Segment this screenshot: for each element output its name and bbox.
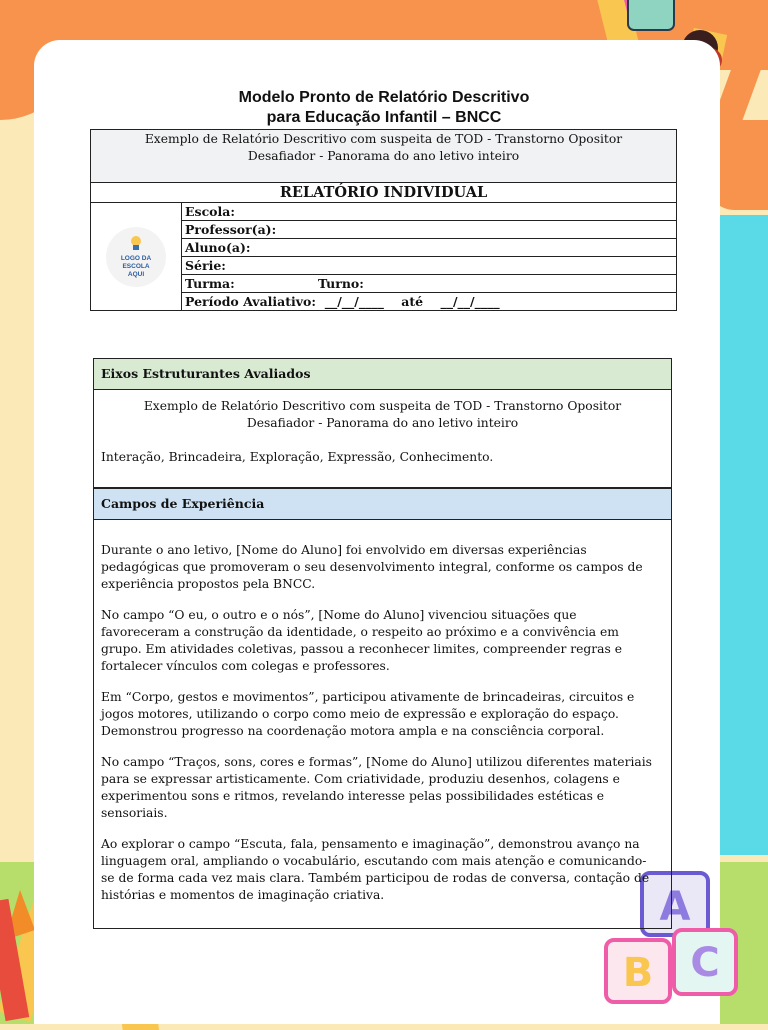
page-title-line2: para Educação Infantil – BNCC [266, 109, 502, 126]
campos-paragraph-2: No campo “O eu, o outro e o nós”, [Nome do Aluno] vivenciou situações que favoreceram a construção da identidade, o respeito ao próximo e a convivência em grupo. Em atividades coletivas, passou a reconhecer limites, compreender regras e fortalecer vínculos com colegas e professores. [101, 608, 622, 673]
intro-line1: Exemplo de Relatório Descritivo com suspeita de TOD - Transtorno Opositor [144, 132, 623, 146]
school-logo [106, 227, 166, 287]
field-periodo: Período Avaliativo: __/__/____ até __/__/____ [185, 294, 500, 309]
eixos-body [93, 389, 672, 489]
field-escola: Escola: [181, 203, 676, 221]
intro-line2: Desafiador - Panorama do ano letivo inteiro [247, 149, 520, 163]
report-heading-box [90, 182, 677, 203]
intro-box [90, 129, 677, 183]
campos-paragraph-4: No campo “Traços, sons, cores e formas”, [Nome do Aluno] utilizou diferentes materiais para se expressar artisticamente. Com criatividade, produziu desenhos, colagens e experimentou sons e ritmos, revelando interesse pelas possibilidades estéticas e sensoriais. [101, 755, 652, 820]
eixos-heading: Eixos Estruturantes Avaliados [101, 366, 311, 381]
block-a-letter: A [659, 884, 691, 930]
block-c-letter: C [690, 940, 720, 986]
report-heading: RELATÓRIO INDIVIDUAL [279, 184, 488, 201]
eixos-line1: Exemplo de Relatório Descritivo com suspeita de TOD - Transtorno Opositor [143, 399, 622, 413]
eixos-line2: Desafiador - Panorama do ano letivo inteiro [246, 416, 519, 430]
eixos-list: Interação, Brincadeira, Exploração, Expressão, Conhecimento. [101, 450, 494, 464]
lightbulb-icon [129, 235, 143, 251]
campos-paragraph-1: Durante o ano letivo, [Nome do Aluno] foi envolvido em diversas experiências pedagógicas que promoveram o seu desenvolvimento integral, conforme os campos de experiência propostos pela BNCC. [101, 543, 643, 591]
logo-text: LOGO DA ESCOLA AQUI [120, 255, 152, 278]
field-professor: Professor(a): [181, 221, 676, 239]
field-turma-turno [181, 275, 676, 293]
campos-body [93, 519, 672, 929]
campos-heading: Campos de Experiência [101, 496, 265, 511]
field-turno: Turno: [318, 276, 364, 291]
eixos-header [93, 358, 672, 390]
campos-paragraph-5: Ao explorar o campo “Escuta, fala, pensamento e imaginação”, demonstrou avanço na linguagem oral, ampliando o vocabulário, escutando com mais atenção e comunicando-se de forma cada vez mais clara. Também participou de rodas de conversa, contação de histórias e momentos de imaginação criativa. [101, 837, 650, 902]
page-title-line1: Modelo Pronto de Relatório Descritivo [238, 89, 530, 106]
campos-paragraph-3: Em “Corpo, gestos e movimentos”, participou ativamente de brincadeiras, circuitos e jogos motores, utilizando o corpo como meio de expressão e exploração do espaço. Demonstrou progresso na coordenação motora ampla e na consciência corporal. [101, 690, 635, 738]
campos-header [93, 488, 672, 520]
field-aluno: Aluno(a): [181, 239, 676, 257]
field-turma: Turma: [185, 276, 235, 291]
block-b-letter: B [622, 950, 654, 996]
field-serie: Série: [181, 257, 676, 275]
